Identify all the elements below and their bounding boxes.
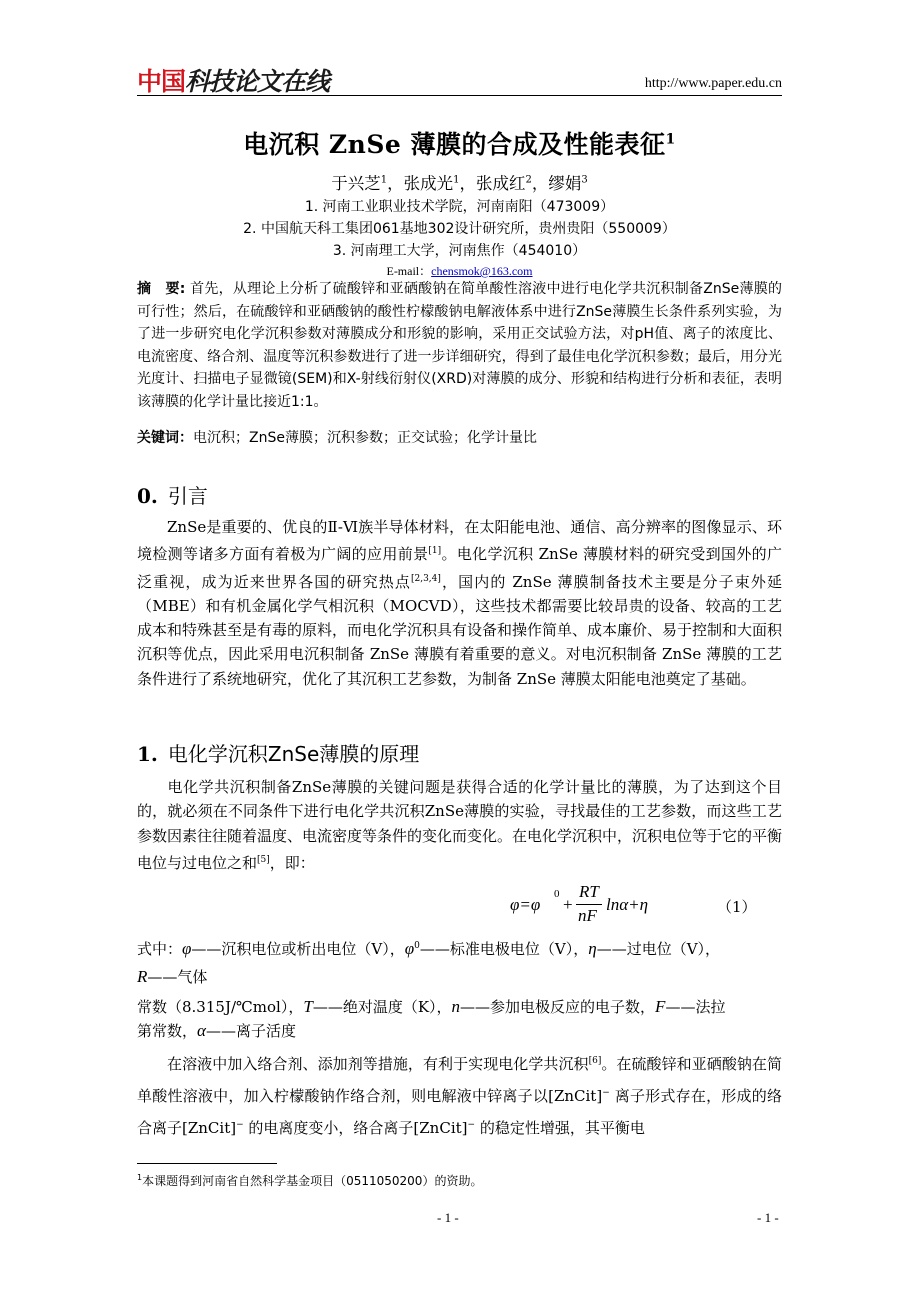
title-footnote-mark: 1 (665, 131, 676, 148)
footnote (137, 1172, 482, 1189)
page-number-center: - 1 - (437, 1210, 459, 1225)
author-separator: ， (387, 174, 404, 193)
affiliation-3: 3. 河南理工大学，河南焦作（454010） (332, 243, 587, 259)
symbol-T: T (303, 997, 313, 1016)
citation-ref: [6] (588, 1056, 602, 1066)
def-prefix: 式中： (137, 940, 183, 958)
complex-text-1: 在溶液中加入络合剂、添加剂等措施，有利于实现电化学共沉积 (167, 1055, 589, 1073)
def-phi: ——沉积电位或析出电位（V）， (191, 940, 405, 958)
author-name: 缪娟 (548, 174, 582, 193)
charge-minus: − (236, 1120, 244, 1130)
complex-text-4: 的电离度变小，络合离子[ZnCit] (243, 1119, 468, 1137)
def-F: ——法拉 (665, 998, 726, 1016)
affiliation-1: 1. 河南工业职业技术学院，河南南阳（473009） (304, 199, 615, 215)
logo-red-text: 中国 (137, 67, 186, 96)
symbol-eta: η (588, 939, 597, 958)
page-number-right: - 1 - (757, 1210, 779, 1225)
section-number: 0. (137, 484, 158, 508)
author-sup: 1 (453, 174, 460, 186)
eq-numerator: RT (579, 882, 599, 901)
intro-text-3: ，国内的 ZnSe 薄膜制备技术主要是分子束外延（MBE）和有机金属化学气相沉积（MOCVD），这些技术都需要比较昂贵的设备、较高的工艺成本和特殊甚至是有毒的原料，而电化学沉积具有设备和操作简单、成本廉价、易于控制和大面积沉积等优点，因此采用电沉积制备 ZnSe 薄膜有着重要的意义。对电沉积制备 ZnSe 薄膜的工艺条件进行了系统地研究，优化了其沉积工艺参数，为制备 ZnSe 薄膜太阳能电池奠定了基础。 (137, 572, 783, 688)
footnote-text: 本课题得到河南省自然科学基金项目（0511050200）的资助。 (142, 1174, 483, 1188)
intro-text-2: 。电化学沉积 ZnSe 薄膜材料的研究受到国外的广泛重视，成为近来世界各国的研究热点 (137, 545, 782, 591)
eq-sup: 0 (554, 888, 560, 900)
symbol-alpha: α (197, 1021, 206, 1040)
charge-minus: − (467, 1120, 476, 1130)
section-heading-principle (137, 738, 419, 767)
footnote-rule (137, 1163, 277, 1164)
def-faraday-constant: 第常数， (137, 1022, 198, 1040)
def-n: ——参加电极反应的电子数， (460, 998, 656, 1016)
definitions-line-2 (137, 966, 782, 987)
eq-lhs: φ=φ (510, 895, 541, 914)
principle-text: 电化学共沉积制备ZnSe薄膜的关键问题是获得合适的化学计量比的薄膜，为了达到这个目的，就必须在不同条件下进行电化学共沉积ZnSe薄膜的实验，寻找最佳的工艺参数，而这些工艺参数因素往往随着温度、电流密度等条件的变化而变化。在电化学沉积中，沉积电位等于它的平衡电位与过电位之和 (137, 778, 783, 872)
eq-fraction-bar (576, 904, 602, 905)
email-label: E-mail： (386, 264, 432, 278)
author-sup: 3 (581, 174, 588, 186)
intro-text-1: ZnSe是重要的、优良的Ⅱ-Ⅵ族半导体材料，在太阳能电池、通信、高分辨率的图像显示、环境检测等诸多方面有着极为广阔的应用前景 (137, 518, 782, 564)
author-separator: ， (459, 174, 476, 193)
def-R: ——气体 (147, 968, 208, 986)
keywords (137, 427, 782, 447)
author-sup: 1 (380, 174, 388, 186)
citation-ref: [5] (257, 854, 270, 865)
author-name: 于兴芝 (331, 174, 381, 193)
symbol-n: n (451, 997, 461, 1016)
title-text: 电沉积 ZnSe 薄膜的合成及性能表征 (243, 130, 666, 159)
keywords-text: 电沉积；ZnSe薄膜；沉积参数；正交试验；化学计量比 (193, 430, 537, 446)
equation-number: （1） (717, 898, 757, 916)
author-separator: ， (531, 174, 549, 193)
principle-text-end: ，即： (269, 853, 315, 872)
section-title: 电化学沉积ZnSe薄膜的原理 (167, 742, 420, 766)
def-gas-constant: 常数（8.315J/℃mol）， (137, 998, 304, 1016)
def-phi0: ——标准电极电位（V）， (419, 940, 589, 958)
complex-text-5: 的稳定性增强，其平衡电 (475, 1119, 645, 1137)
author-name: 张成光 (403, 174, 454, 193)
header-rule (137, 95, 782, 96)
complex-text-2: 。在硫酸锌和亚硒酸钠在简单酸性溶液中，加入柠檬酸钠作络合剂，则电解液中锌离子以[ZnCit] (137, 1055, 782, 1105)
citation-ref: [1] (428, 546, 442, 557)
paper-title (137, 125, 782, 161)
abstract (137, 278, 782, 413)
def-T: ——绝对温度（K）， (312, 998, 452, 1016)
def-alpha: ——离子活度 (205, 1022, 296, 1040)
section-heading-intro (137, 480, 208, 509)
intro-paragraph (137, 515, 782, 691)
eq-rest: lnα+η (606, 895, 649, 914)
symbol-phi: φ (182, 939, 192, 958)
author-list (137, 170, 782, 194)
keywords-label: 关键词： (137, 430, 193, 446)
def-eta: ——过电位（V）， (596, 940, 721, 958)
header-url[interactable]: http://www.paper.edu.cn (644, 76, 782, 91)
complex-text-3: 离子形式存在，形成的络合离子[ZnCit] (137, 1087, 782, 1137)
logo-black-text: 科技论文在线 (185, 67, 330, 96)
symbol-R: R (137, 967, 148, 986)
symbol-F: F (655, 997, 666, 1016)
symbol-phi0-sup: 0 (414, 941, 420, 951)
abstract-text: 首先，从理论上分析了硫酸锌和亚硒酸钠在简单酸性溶液中进行电化学共沉积制备ZnSe薄膜的可行性；然后，在硫酸锌和亚硒酸钠的酸性柠檬酸钠电解液体系中进行ZnSe薄膜生长条件系列实验，为了进一步研究电化学沉积参数对薄膜成分和形貌的影响，采用正交试验方法，对pH值、离子的浓度比、电流密度、络合剂、温度等沉积参数进行了进一步详细研究，得到了最佳电化学沉积参数；最后，用分光光度计、扫描电子显微镜(SEM)和X-射线衍射仪(XRD)对薄膜的成分、形貌和结构进行分析和表征，表明该薄膜的化学计量比接近1:1。 (137, 281, 783, 410)
email-line (137, 262, 782, 279)
author-name: 张成红 (476, 174, 526, 193)
charge-minus: − (602, 1088, 610, 1098)
complex-paragraph (137, 1047, 782, 1143)
citation-ref: [2,3,4] (410, 573, 441, 584)
definitions-line-4 (137, 1020, 782, 1041)
author-sup: 2 (525, 174, 532, 186)
section-title: 引言 (167, 484, 208, 508)
affiliation-2: 2. 中国航天科工集团061基地302设计研究所，贵州贵阳（550009） (243, 221, 676, 237)
email-link[interactable]: chensmok@163.com (431, 264, 533, 278)
principle-paragraph (137, 775, 782, 875)
section-number: 1. (137, 742, 158, 766)
definitions-line-1 (137, 938, 782, 959)
site-logo (137, 64, 329, 96)
eq-denominator: nF (578, 906, 597, 925)
definitions-line-3 (137, 996, 782, 1017)
equation-1 (510, 882, 660, 928)
symbol-phi0: φ (404, 939, 415, 958)
footnote-mark: 1 (137, 1173, 143, 1182)
eq-plus: + (563, 895, 573, 914)
abstract-label: 摘 要: (137, 281, 186, 297)
